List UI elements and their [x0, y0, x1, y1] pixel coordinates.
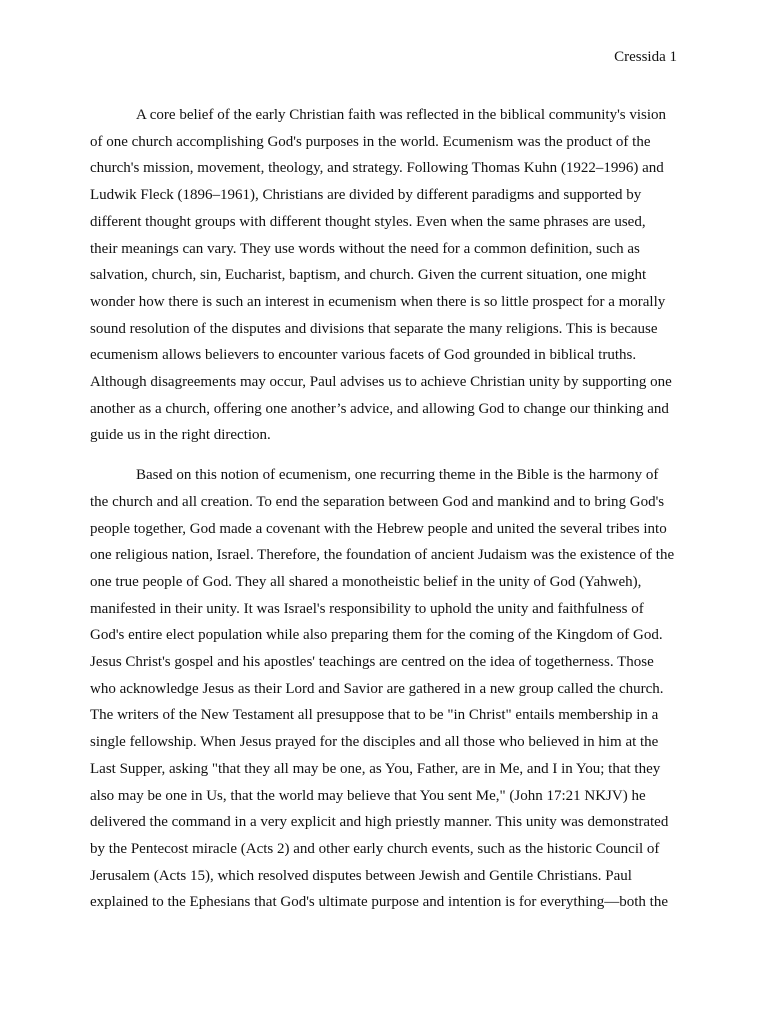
paragraph-line: delivered the command in a very explicit and high priestly manner. This unity was demonstrated [90, 814, 669, 831]
paragraph-line: who acknowledge Jesus as their Lord and Savior are gathered in a new group called the church. [90, 680, 664, 697]
paragraph-line: Last Supper, asking "that they all may be one, as You, Father, are in Me, and I in You; that they [90, 760, 661, 777]
paragraph-line: one true people of God. They all shared a monotheistic belief in the unity of God (Yahweh), [90, 573, 642, 590]
paragraph-line: of one church accomplishing God's purposes in the world. Ecumenism was the product of the [90, 133, 651, 150]
paragraph-1 [90, 102, 677, 449]
paragraph-line: their meanings can vary. They use words without the need for a common definition, such as [90, 240, 640, 257]
paragraph-line: wonder how there is such an interest in ecumenism when there is so little prospect for a morally [90, 293, 666, 310]
paragraph-line: also may be one in Us, that the world may believe that You sent Me," (John 17:21 NKJV) he [90, 787, 646, 804]
paragraph-line: Based on this notion of ecumenism, one recurring theme in the Bible is the harmony of [136, 467, 659, 484]
paragraph-line: ecumenism allows believers to encounter various facets of God grounded in biblical truths. [90, 347, 637, 364]
paragraph-line: sound resolution of the disputes and divisions that separate the many religions. This is because [90, 320, 658, 337]
paragraph-line: explained to the Ephesians that God's ultimate purpose and intention is for everything—both the [90, 894, 668, 911]
document-body [90, 102, 677, 929]
paragraph-line: church's mission, movement, theology, and strategy. Following Thomas Kuhn (1922–1996) and [90, 160, 664, 177]
paragraph-line: Although disagreements may occur, Paul advises us to achieve Christian unity by supporting one [90, 374, 672, 391]
paragraph-line: guide us in the right direction. [90, 427, 271, 444]
paragraph-line: single fellowship. When Jesus prayed for the disciples and all those who believed in him at the [90, 734, 659, 751]
paragraph-line: God's entire elect population while also preparing them for the coming of the Kingdom of God. [90, 627, 663, 644]
paragraph-line: Jerusalem (Acts 15), which resolved disputes between Jewish and Gentile Christians. Paul [90, 867, 632, 884]
paragraph-line: the church and all creation. To end the separation between God and mankind and to bring God's [90, 493, 665, 510]
paragraph-line: manifested in their unity. It was Israel's responsibility to uphold the unity and faithfulness of [90, 600, 644, 617]
paragraph-line: Jesus Christ's gospel and his apostles' teachings are centred on the idea of togetherness. Those [90, 654, 654, 671]
paragraph-line: people together, God made a covenant with the Hebrew people and united the several tribes into [90, 520, 667, 537]
paragraph-line: salvation, church, sin, Eucharist, baptism, and church. Given the current situation, one might [90, 267, 647, 284]
paragraph-line: A core belief of the early Christian faith was reflected in the biblical community's vision [136, 107, 667, 123]
paragraph-line: Ludwik Fleck (1896–1961), Christians are divided by different paradigms and supported by [90, 187, 642, 204]
paragraph-2 [90, 462, 677, 916]
paragraph-line: different thought groups with different thought styles. Even when the same phrases are used, [90, 213, 646, 230]
paragraph-line: one religious nation, Israel. Therefore, the foundation of ancient Judaism was the existence of the [90, 547, 675, 564]
paragraph-line: The writers of the New Testament all presuppose that to be "in Christ" entails membership in a [90, 707, 659, 724]
paragraph-line: by the Pentecost miracle (Acts 2) and other early church events, such as the historic Council of [90, 840, 660, 857]
running-head: Cressida 1 [614, 49, 677, 65]
paragraph-line: another as a church, offering one another’s advice, and allowing God to change our thinking and [90, 400, 669, 417]
